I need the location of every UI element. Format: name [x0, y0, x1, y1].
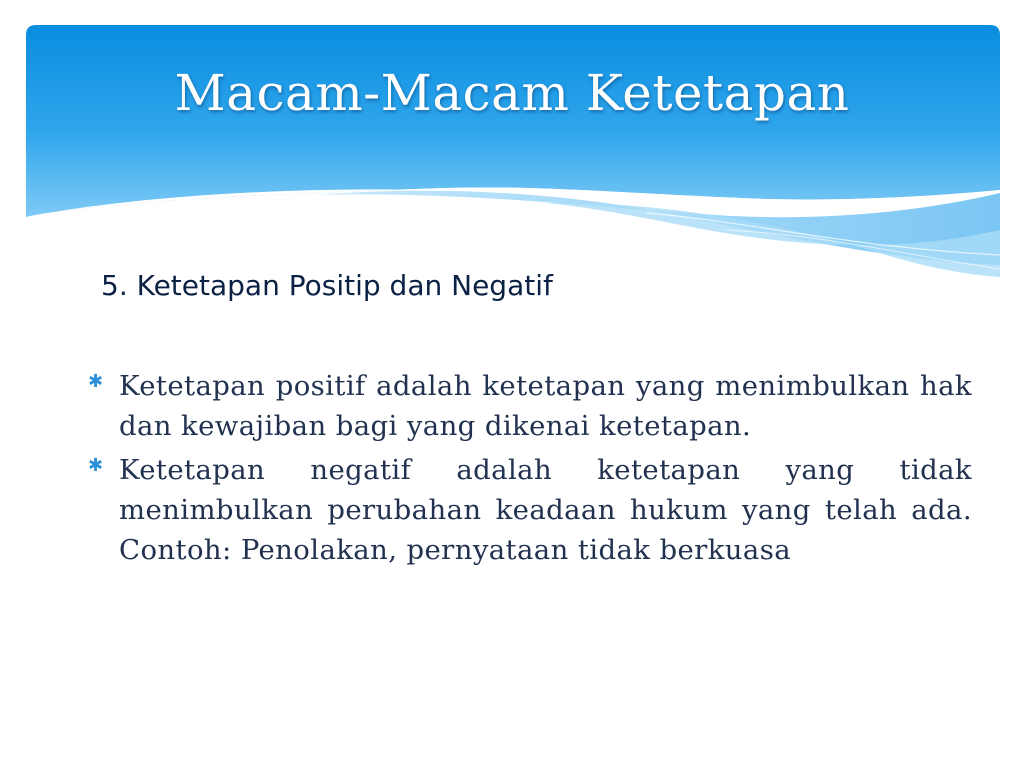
- asterisk-bullet-icon: ✱: [88, 371, 104, 392]
- bullet-text: Ketetapan negatif adalah ketetapan yang tidak menimbulkan perubahan keadaan hukum yang telah ada. Contoh: Penolakan, pernyataan tidak berkuasa: [119, 454, 972, 566]
- bullet-list: [88, 366, 972, 574]
- bullet-item-positive: [88, 366, 972, 446]
- asterisk-bullet-icon: ✱: [88, 455, 104, 476]
- bullet-item-negative: [88, 450, 972, 570]
- slide-title: Macam-Macam Ketetapan: [174, 64, 850, 122]
- bullet-text: Ketetapan positif adalah ketetapan yang menimbulkan hak dan kewajiban bagi yang dikenai ketetapan.: [119, 370, 972, 442]
- section-heading: 5. Ketetapan Positip dan Negatif: [101, 269, 553, 302]
